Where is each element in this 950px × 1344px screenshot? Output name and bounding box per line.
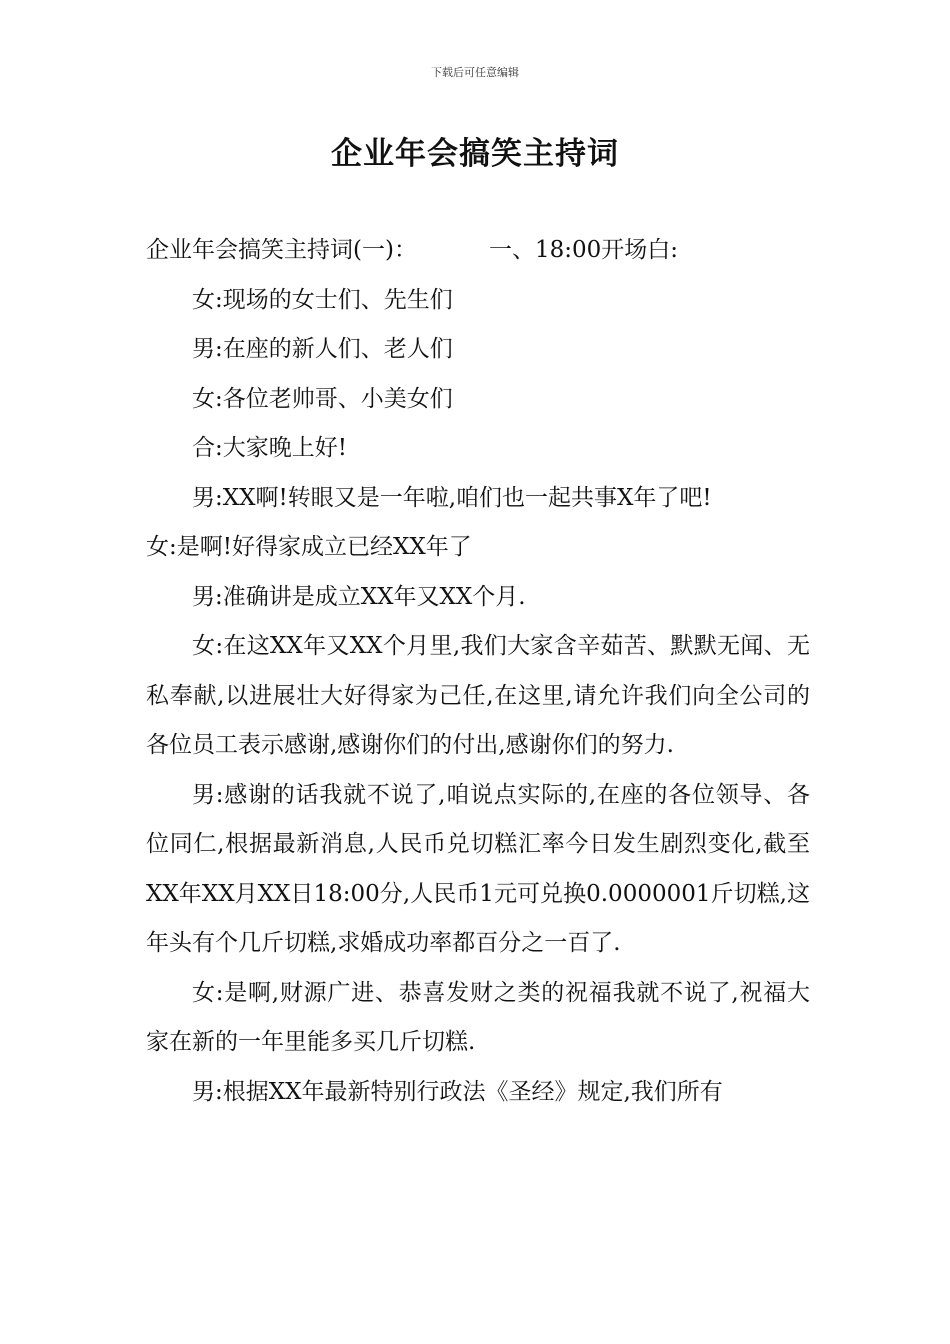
document-body bbox=[146, 226, 810, 1117]
intro-left: 企业年会搞笑主持词(一)： bbox=[146, 237, 417, 263]
paragraph: 女:是啊!好得家成立已经XX年了 bbox=[146, 534, 472, 560]
paragraph: 女:各位老帅哥、小美女们 bbox=[192, 385, 453, 412]
paragraph: 女:是啊,财源广进、恭喜发财之类的祝福我就不说了,祝福大家在新的一年里能多买几斤切糕. bbox=[146, 979, 810, 1055]
intro-line bbox=[146, 226, 810, 276]
paragraph: 合:大家晚上好! bbox=[192, 435, 347, 461]
intro-right: 一、18:00开场白: bbox=[488, 237, 678, 263]
paragraph: 男:在座的新人们、老人们 bbox=[192, 336, 453, 362]
paragraph: 女:现场的女士们、先生们 bbox=[192, 286, 453, 313]
paragraph: 男:准确讲是成立XX年又XX个月. bbox=[192, 583, 526, 610]
paragraph: 女:在这XX年又XX个月里,我们大家含辛茹苦、默默无闻、无私奉献,以进展壮大好得家为己任,在这里,请允许我们向全公司的各位员工表示感谢,感谢你们的付出,感谢你们的努力. bbox=[146, 633, 810, 758]
paragraph: 男:感谢的话我就不说了,咱说点实际的,在座的各位领导、各位同仁,根据最新消息,人民币兑切糕汇率今日发生剧烈变化,截至XX年XX月XX日18:00分,人民币1元可兑换0.0000001斤切糕,这年头有个几斤切糕,求婚成功率都百分之一百了. bbox=[146, 781, 810, 956]
header-note: 下载后可任意编辑 bbox=[431, 66, 519, 79]
paragraph: 男:根据XX年最新特别行政法《圣经》规定,我们所有 bbox=[192, 1078, 723, 1105]
paragraph: 男:XX啊!转眼又是一年啦,咱们也一起共事X年了吧! bbox=[192, 484, 712, 511]
document-title: 企业年会搞笑主持词 bbox=[331, 136, 619, 172]
